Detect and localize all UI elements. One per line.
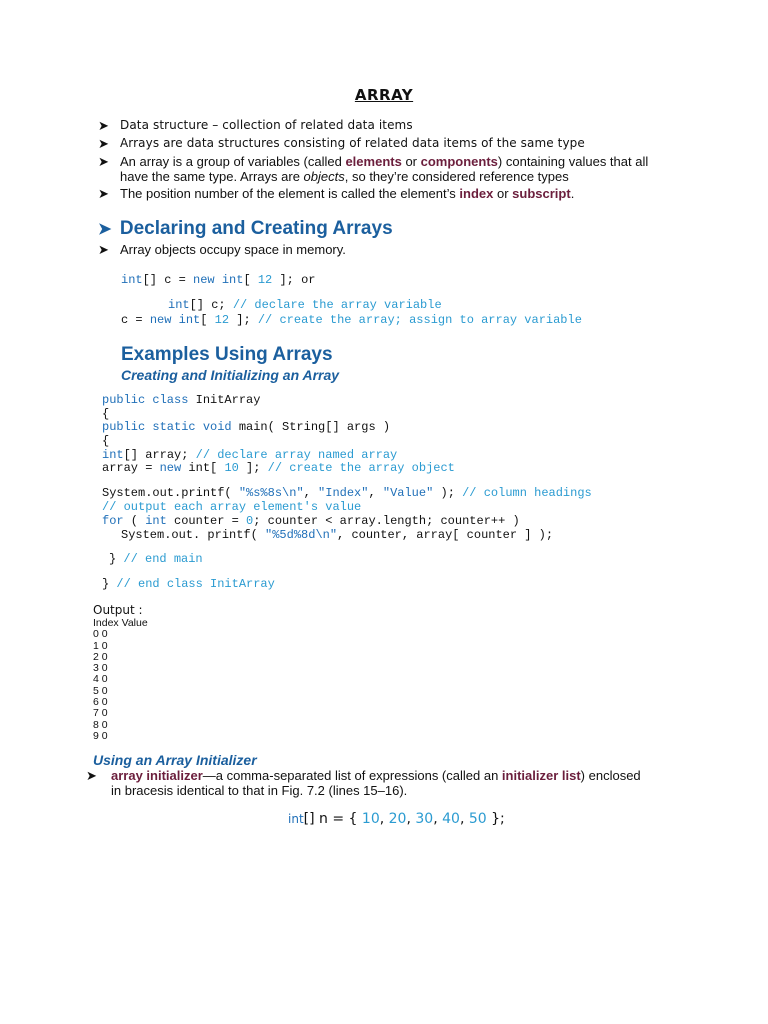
output-row: 1 0 (93, 639, 108, 652)
code-line: { (102, 434, 110, 448)
code-line: for ( int counter = 0; counter < array.length; counter++ ) (102, 514, 520, 528)
term-index: index (459, 186, 494, 201)
arrowhead-bullet-icon: ➤ (98, 118, 109, 133)
output-row: 9 0 (93, 729, 108, 742)
term-subscript: subscript (512, 186, 571, 201)
output-block (93, 618, 148, 742)
arrowhead-bullet-icon: ➤ (98, 154, 109, 169)
code-line: int[] c = new int[ 12 ]; or (121, 273, 316, 287)
code-line: public class InitArray (102, 393, 261, 407)
output-row: 4 0 (93, 673, 108, 686)
code-line: int[] array; // declare array named array (102, 448, 398, 462)
code-line: int[] c; // declare the array variable (168, 298, 442, 312)
subheading-initializer: Using an Array Initializer (93, 752, 257, 768)
bullet-text: Data structure – collection of related data items (120, 118, 413, 132)
term-initializer-list: initializer list (501, 768, 581, 783)
code-line: array = new int[ 10 ]; // create the array object (102, 461, 455, 475)
bullet-text: The position number of the element is called the element’s index or subscript. (120, 186, 575, 201)
code-line: c = new int[ 12 ]; // create the array; assign to array variable (121, 313, 582, 327)
arrowhead-bullet-icon: ➤ (98, 186, 109, 201)
bullet-text: have the same type. Arrays are objects, so they’re considered reference types (120, 169, 569, 184)
output-label: Output : (93, 603, 143, 617)
bullet-text: Arrays are data structures consisting of related data items of the same type (120, 136, 585, 150)
page-title: ARRAY (354, 86, 414, 104)
code-line: { (102, 407, 110, 421)
code-line: System.out.printf( "%s%8s\n", "Index", "Value" ); // column headings (102, 486, 592, 500)
output-row: 8 0 (93, 718, 108, 731)
bullet-text: An array is a group of variables (called elements or components) containing values that all (120, 154, 649, 169)
bullet-text: array initializer—a comma-separated list of expressions (called an initializer list) enclosed (111, 768, 641, 783)
section-heading-examples: Examples Using Arrays (121, 344, 333, 365)
output-row: 6 0 (93, 696, 108, 709)
term-elements: elements (345, 154, 402, 169)
bullet-text: in bracesis identical to that in Fig. 7.2 (lines 15–16). (111, 783, 408, 798)
output-row: 3 0 (93, 662, 108, 675)
bullet-item (0, 117, 768, 134)
bullet-item (0, 185, 768, 202)
term-components: components (420, 154, 498, 169)
section-heading-declaring (98, 218, 393, 240)
output-row: 7 0 (93, 707, 108, 720)
bullet-item (0, 135, 768, 152)
arrowhead-bullet-icon: ➤ (98, 242, 109, 257)
arrowhead-bullet-icon: ➤ (86, 768, 97, 783)
initializer-code: int[] n = { 10, 20, 30, 40, 50 }; (288, 811, 505, 827)
code-line: // output each array element's value (102, 500, 362, 514)
arrowhead-bullet-icon: ➤ (98, 136, 109, 151)
bullet-text: Array objects occupy space in memory. (120, 242, 346, 257)
heading-text: Declaring and Creating Arrays (119, 218, 393, 239)
output-row: 5 0 (93, 684, 108, 697)
bullet-item (0, 241, 768, 258)
code-line: } // end class InitArray (102, 577, 275, 591)
bullet-continuation (0, 168, 768, 185)
term-array-initializer: array initializer (111, 768, 203, 783)
code-line: public static void main( String[] args ) (102, 420, 391, 434)
code-line: System.out. printf( "%5d%8d\n", counter, array[ counter ] ); (121, 528, 554, 542)
output-header: Index Value (93, 617, 148, 629)
arrowhead-bullet-icon: ➤ (98, 221, 112, 238)
output-row: 0 0 (93, 628, 108, 641)
subheading-creating: Creating and Initializing an Array (121, 367, 340, 383)
output-row: 2 0 (93, 650, 108, 663)
code-line: } // end main (109, 552, 203, 566)
bullet-continuation (0, 782, 768, 799)
